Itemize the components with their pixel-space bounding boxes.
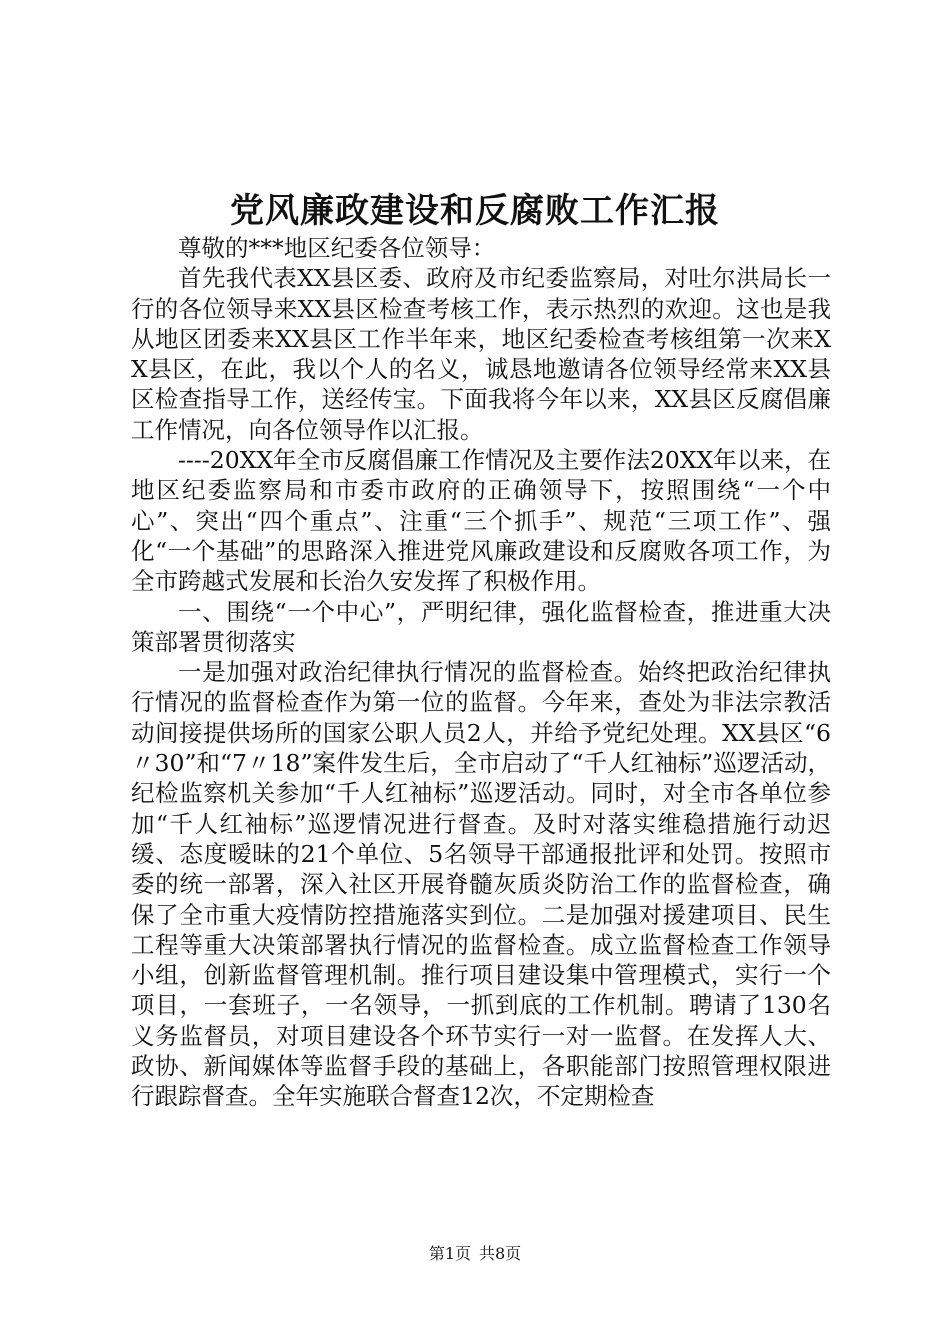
page-number: 第1页 <box>428 1244 471 1263</box>
section-heading: 一、围绕“一个中心”，严明纪律，强化监督检查，推进重大决策部署贯彻落实 <box>131 597 831 656</box>
body-paragraph: ----20XX年全市反腐倡廉工作情况及主要作法20XX年以来，在地区纪委监察局和市委市政府的正确领导下，按照围绕“一个中心”、突出“四个重点”、注重“三个抓手”、规范“三项工作”、强化“一个基础”的思路深入推进党风廉政建设和反腐败各项工作，为全市跨越式发展和长治久安发挥了积极作用。 <box>131 446 831 596</box>
body-paragraph: 一是加强对政治纪律执行情况的监督检查。始终把政治纪律执行情况的监督检查作为第一位的监督。今年来，查处为非法宗教活动间接提供场所的国家公职人员2人，并给予党纪处理。XX县区“6〃30”和“7〃18”案件发生后，全市启动了“千人红袖标”巡逻活动，纪检监察机关参加“千人红袖标”巡逻活动。同时，对全市各单位参加“千人红袖标”巡逻情况进行督查。及时对落实维稳措施行动迟缓、态度暧昧的21个单位、5名领导干部通报批评和处罚。按照市委的统一部署，深入社区开展脊髓灰质炎防治工作的监督检查，确保了全市重大疫情防控措施落实到位。二是加强对援建项目、民生工程等重大决策部署执行情况的监督检查。成立监督检查工作领导小组，创新监督管理机制。推行项目建设集中管理模式，实行一个项目，一套班子，一名领导，一抓到底的工作机制。聘请了130名义务监督员，对项目建设各个环节实行一对一监督。在发挥人大、政协、新闻媒体等监督手段的基础上，各职能部门按照管理权限进行跟踪督查。全年实施联合督查12次，不定期检查 <box>131 658 831 1111</box>
document-title: 党风廉政建设和反腐败工作汇报 <box>230 191 720 231</box>
document-body <box>131 233 831 1112</box>
page-footer <box>0 1242 950 1266</box>
salutation-paragraph: 尊敬的***地区纪委各位领导： <box>178 234 496 262</box>
page-total: 共8页 <box>479 1244 522 1263</box>
body-paragraph: 首先我代表XX县区委、政府及市纪委监察局，对吐尔洪局长一行的各位领导来XX县区检查考核工作，表示热烈的欢迎。这也是我从地区团委来XX县区工作半年来，地区纪委检查考核组第一次来XX县区，在此，我以个人的名义，诚恳地邀请各位领导经常来XX县区检查指导工作，送经传宝。下面我将今年以来，XX县区反腐倡廉工作情况，向各位领导作以汇报。 <box>131 264 831 444</box>
